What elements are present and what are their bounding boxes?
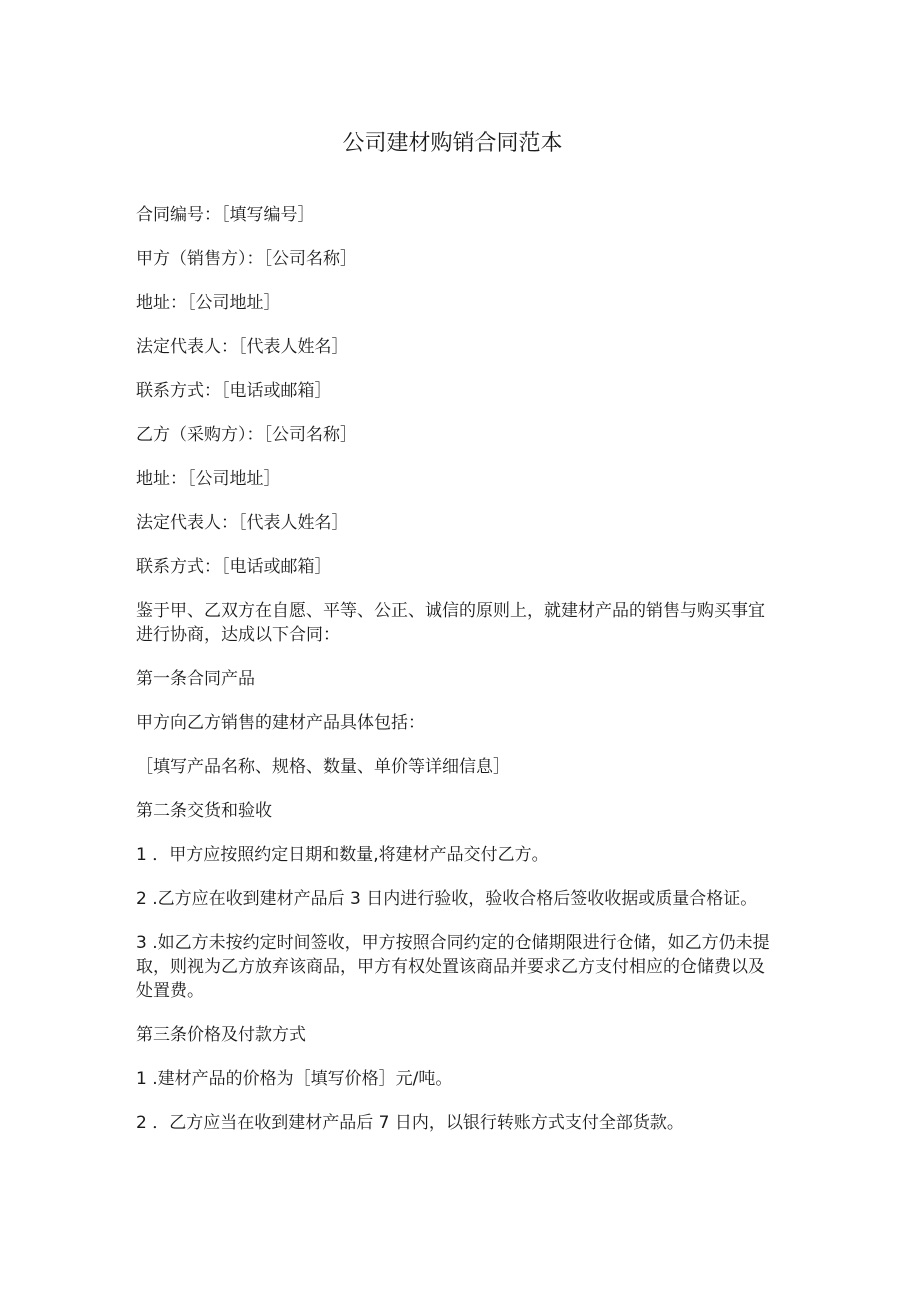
party-a-representative-line: 法定代表人：［代表人姓名］ <box>136 337 349 357</box>
party-a-address-line: 地址：［公司地址］ <box>136 293 281 313</box>
party-b-address-line: 地址：［公司地址］ <box>136 469 281 489</box>
article-1-text: 甲方向乙方销售的建材产品具体包括： <box>136 713 425 733</box>
party-b-representative-line: 法定代表人：［代表人姓名］ <box>136 513 349 533</box>
party-a-contact-line: 联系方式：［电话或邮箱］ <box>136 381 332 401</box>
party-b-contact-line: 联系方式：［电话或邮箱］ <box>136 557 332 577</box>
article-2-item-3: 3 .如乙方未按约定时间签收，甲方按照合同约定的仓储期限进行仓储，如乙方仍未提取，则视为乙方放弃该商品，甲方有权处置该商品并要求乙方支付相应的仓储费以及处置费。 <box>136 933 770 1001</box>
contract-number-line: 合同编号：［填写编号］ <box>136 205 315 225</box>
party-b-line: 乙方（采购方）：［公司名称］ <box>136 425 357 445</box>
article-3-item-1: 1 .建材产品的价格为［填写价格］元/吨。 <box>136 1069 453 1089</box>
article-3-heading: 第三条价格及付款方式 <box>136 1025 306 1045</box>
document-body <box>136 203 776 1155</box>
article-1-product-details: ［填写产品名称、规格、数量、单价等详细信息］ <box>136 757 510 777</box>
document-title: 公司建材购销合同范本 <box>342 131 563 156</box>
article-3-item-2: 2 ．乙方应当在收到建材产品后 7 日内，以银行转账方式支付全部货款。 <box>136 1113 684 1133</box>
preamble-paragraph: 鉴于甲、乙双方在自愿、平等、公正、诚信的原则上，就建材产品的销售与购买事宜进行协商，达成以下合同： <box>136 601 765 645</box>
article-1-heading: 第一条合同产品 <box>136 669 255 689</box>
article-2-heading: 第二条交货和验收 <box>136 801 272 821</box>
party-a-line: 甲方（销售方）：［公司名称］ <box>136 249 357 269</box>
article-2-item-1: 1 ．甲方应按照约定日期和数量,将建材产品交付乙方。 <box>136 845 549 865</box>
article-2-item-2: 2 .乙方应在收到建材产品后 3 日内进行验收，验收合格后签收收据或质量合格证。 <box>136 889 758 909</box>
